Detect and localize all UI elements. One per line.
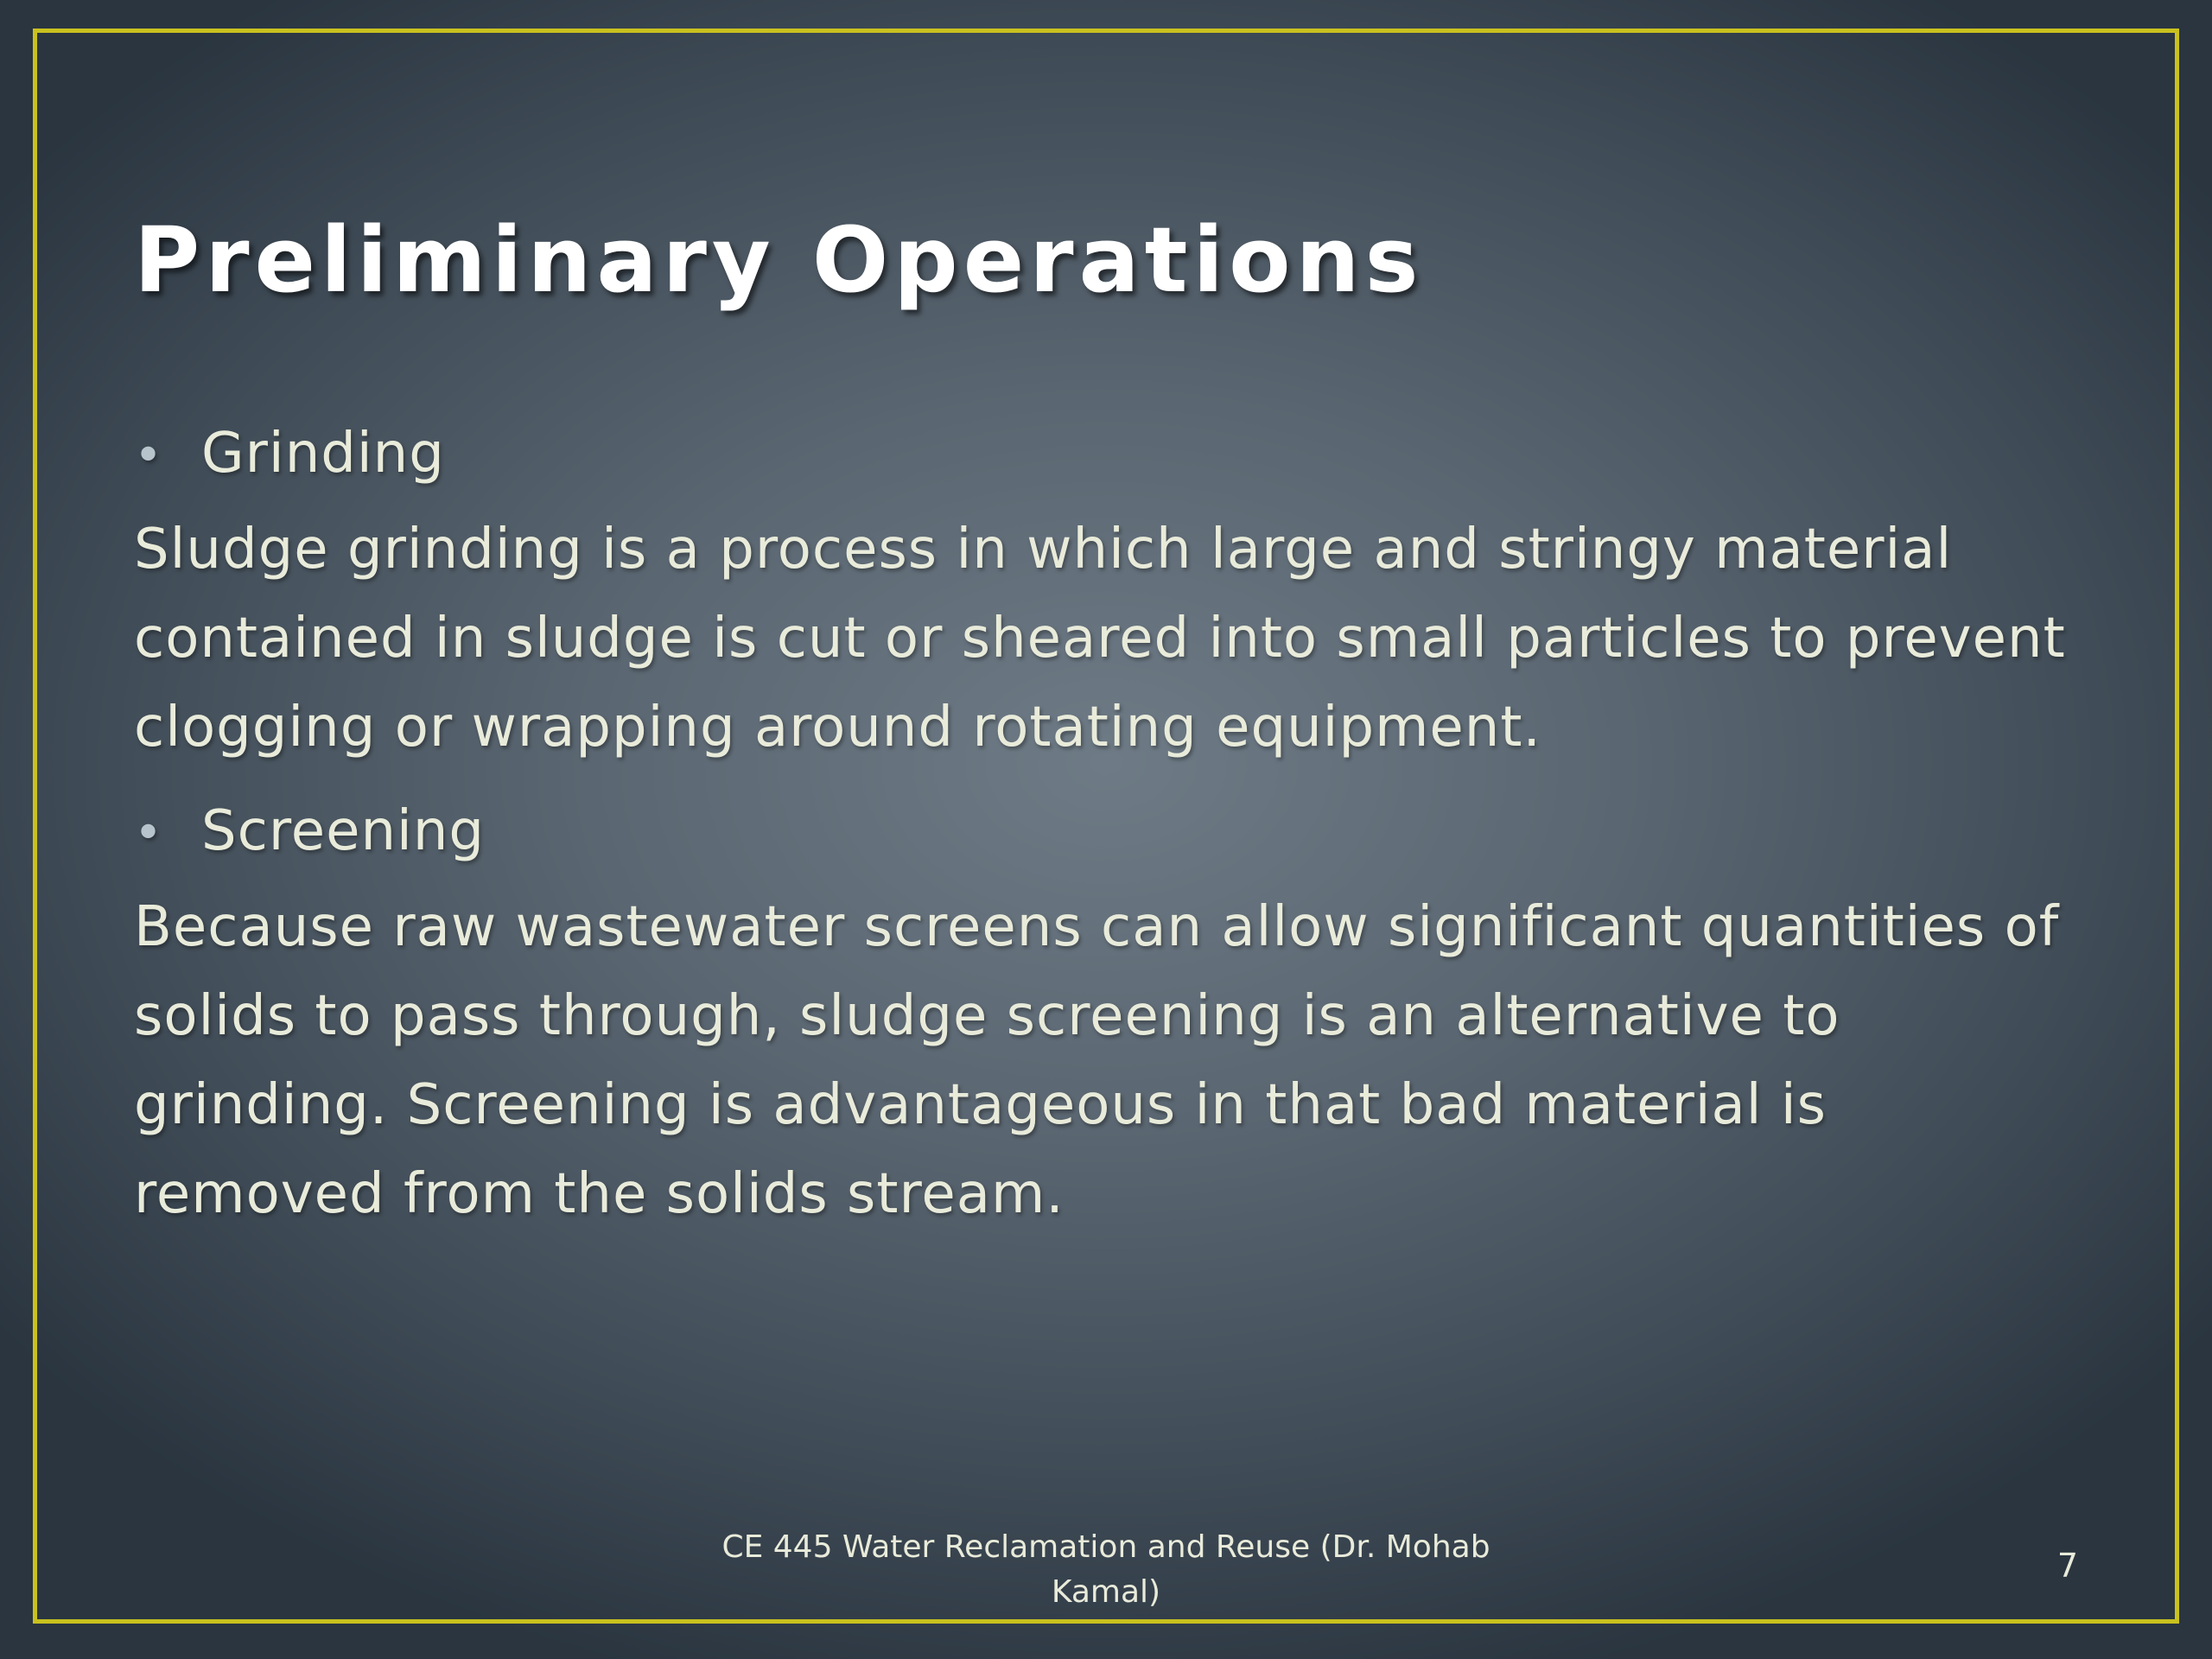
bullet-item-grinding — [134, 402, 2095, 505]
slide-content — [134, 402, 2095, 1246]
paragraph-screening: Because raw wastewater screens can allow significant quantities of solids to pass through, sludge screening is an alternative to grinding. Screening is advantageous in that bad material is removed from the solids stream. — [134, 895, 2060, 1226]
slide-footer: CE 445 Water Reclamation and Reuse (Dr. Mohab Kamal) — [721, 1529, 1491, 1610]
bullet-icon: • — [134, 805, 164, 861]
slide-title: Preliminary Operations — [134, 207, 1424, 313]
paragraph-grinding: Sludge grinding is a process in which large and stringy material contained in sludge is cut or sheared into small particles to prevent clogging or wrapping around rotating equipment. — [134, 518, 2066, 760]
bullet-item-screening — [134, 779, 2095, 883]
page-number: 7 — [2056, 1547, 2078, 1585]
bullet-icon: • — [134, 428, 164, 484]
bullet-heading: Screening — [201, 799, 485, 863]
bullet-heading: Grinding — [201, 422, 445, 486]
